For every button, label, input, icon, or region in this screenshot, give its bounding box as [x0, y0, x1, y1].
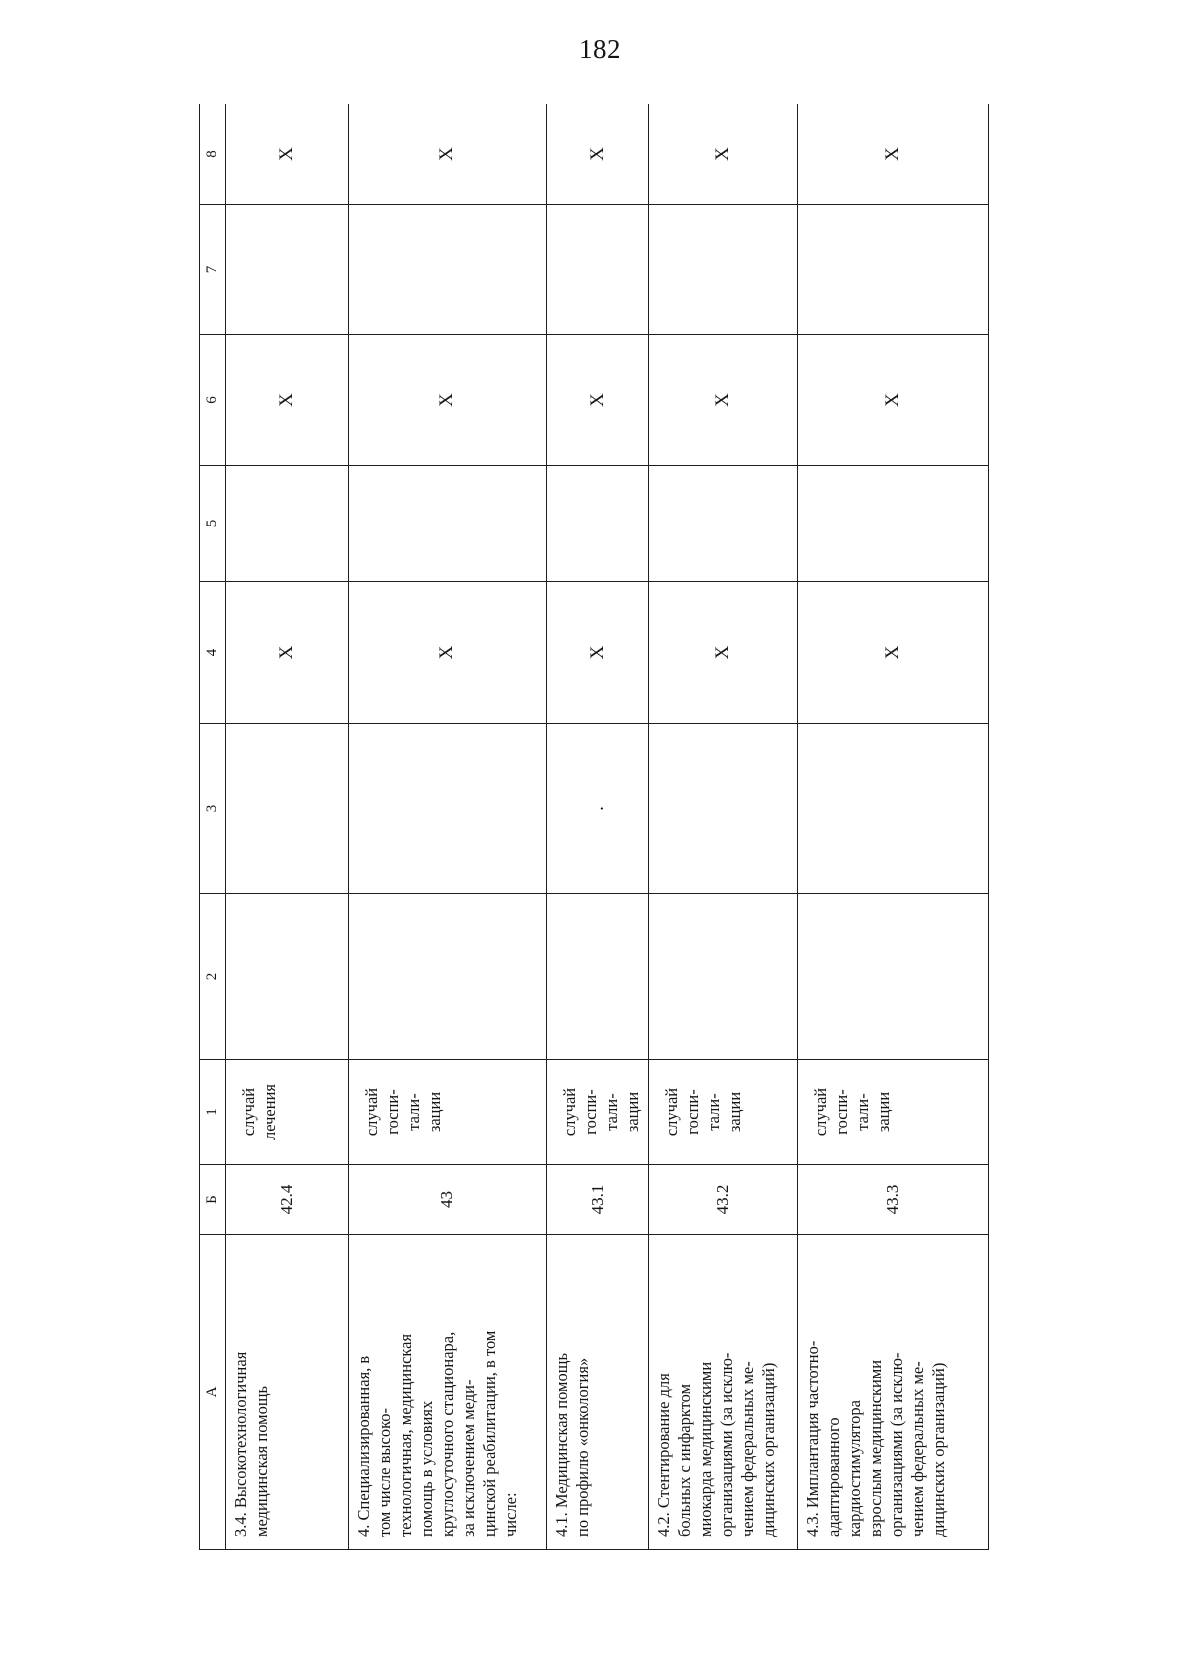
- description-line: по профилю «онкология»: [572, 1357, 592, 1537]
- unit-line: случай: [810, 1087, 830, 1137]
- cell-col-5: [226, 466, 349, 582]
- header-cell-b: Б: [200, 1165, 226, 1235]
- cell-col-6: X: [797, 335, 988, 466]
- unit-line: лечения: [260, 1083, 280, 1141]
- header-cell-a: А: [200, 1235, 226, 1550]
- unit-line: тали-: [704, 1093, 724, 1131]
- rotated-table-frame: [199, 104, 989, 1550]
- description-line: взрослым медицинскими: [865, 1359, 885, 1537]
- cell-unit: [797, 1060, 988, 1165]
- cell-unit: [349, 1060, 547, 1165]
- table-row: [226, 104, 349, 1550]
- cell-unit: [546, 1060, 649, 1165]
- cell-description: [797, 1235, 988, 1550]
- cell-col-5: [649, 466, 797, 582]
- table-row: [649, 104, 797, 1550]
- description-line: дицинских организаций): [928, 1362, 948, 1537]
- cell-col-4: X: [797, 582, 988, 724]
- cell-line-number: 42.4: [226, 1165, 349, 1235]
- cell-col-5: [797, 466, 988, 582]
- cell-col-3: [797, 724, 988, 894]
- header-cell-4: 4: [200, 582, 226, 724]
- table-container: [199, 104, 989, 1550]
- description-line: том числе высоко-: [375, 1407, 395, 1537]
- table-row: [546, 104, 649, 1550]
- unit-line: зации: [622, 1091, 642, 1133]
- header-cell-7: 7: [200, 205, 226, 335]
- unit-line: госпи-: [580, 1089, 600, 1135]
- cell-col-6: X: [349, 335, 547, 466]
- cell-col-2: [649, 894, 797, 1060]
- cell-col-7: [226, 205, 349, 335]
- description-line: технологичная, медицинская: [396, 1333, 416, 1537]
- description-line: 3.4. Высокотехнологичная: [231, 1351, 251, 1537]
- cell-col-2: [797, 894, 988, 1060]
- cell-line-number: 43: [349, 1165, 547, 1235]
- header-cell-3: 3: [200, 724, 226, 894]
- table-row: [349, 104, 547, 1550]
- cell-col-7: [546, 205, 649, 335]
- description-line: больных с инфарктом: [675, 1383, 695, 1537]
- header-cell-5: 5: [200, 466, 226, 582]
- description-line: числе:: [501, 1492, 521, 1537]
- unit-line: зации: [425, 1091, 445, 1133]
- description-line: дицинских организаций): [759, 1362, 779, 1537]
- cell-col-5: [349, 466, 547, 582]
- header-cell-2: 2: [200, 894, 226, 1060]
- cell-line-number: 43.1: [546, 1165, 649, 1235]
- unit-line: зации: [725, 1091, 745, 1133]
- cell-col-6: X: [649, 335, 797, 466]
- description-line: помощь в условиях: [417, 1400, 437, 1537]
- unit-line: госпи-: [831, 1089, 851, 1135]
- description-line: организациями (за исклю-: [886, 1352, 906, 1537]
- cell-col-8: X: [226, 104, 349, 205]
- page-number: 182: [579, 34, 621, 64]
- description-line: 4. Специализированная, в: [354, 1355, 374, 1537]
- description-line: организациями (за исклю-: [717, 1352, 737, 1537]
- description-line: круглосуточного стационара,: [438, 1331, 458, 1537]
- unit-line: госпи-: [383, 1089, 403, 1135]
- cell-col-7: [649, 205, 797, 335]
- cell-col-5: [546, 466, 649, 582]
- data-table: [199, 104, 989, 1550]
- cell-col-3: [349, 724, 547, 894]
- cell-col-3: [226, 724, 349, 894]
- description-line: чением федеральных ме-: [907, 1361, 927, 1537]
- description-line: кардиостимулятора: [844, 1400, 864, 1537]
- header-cell-8: 8: [200, 104, 226, 205]
- cell-col-8: X: [546, 104, 649, 205]
- cell-line-number: 43.3: [797, 1165, 988, 1235]
- cell-unit: [226, 1060, 349, 1165]
- cell-col-2: [349, 894, 547, 1060]
- cell-col-4: X: [546, 582, 649, 724]
- description-line: 4.3. Имплантация частотно-: [802, 1340, 822, 1537]
- cell-col-7: [349, 205, 547, 335]
- description-line: цинской реабилитации, в том: [480, 1330, 500, 1537]
- unit-line: госпи-: [683, 1089, 703, 1135]
- cell-col-4: X: [649, 582, 797, 724]
- cell-col-7: [797, 205, 988, 335]
- unit-line: тали-: [601, 1093, 621, 1131]
- description-line: чением федеральных ме-: [738, 1361, 758, 1537]
- cell-description: [349, 1235, 547, 1550]
- cell-col-6: X: [226, 335, 349, 466]
- cell-col-4: X: [349, 582, 547, 724]
- cell-col-6: X: [546, 335, 649, 466]
- description-line: адаптированного: [823, 1417, 843, 1537]
- description-line: за исключением меди-: [459, 1379, 479, 1537]
- cell-col-2: [226, 894, 349, 1060]
- cell-col-3: [649, 724, 797, 894]
- cell-description: [226, 1235, 349, 1550]
- description-line: медицинская помощь: [252, 1385, 272, 1537]
- cell-col-8: X: [349, 104, 547, 205]
- cell-col-2: [546, 894, 649, 1060]
- header-row: [200, 104, 226, 1550]
- description-line: 4.1. Медицинская помощь: [551, 1353, 571, 1537]
- cell-description: [649, 1235, 797, 1550]
- unit-line: тали-: [852, 1093, 872, 1131]
- table-body: [200, 104, 989, 1550]
- unit-line: случай: [239, 1087, 259, 1137]
- header-cell-1: 1: [200, 1060, 226, 1165]
- cell-col-8: X: [649, 104, 797, 205]
- unit-line: случай: [362, 1087, 382, 1137]
- cell-description: [546, 1235, 649, 1550]
- cell-unit: [649, 1060, 797, 1165]
- unit-line: зации: [873, 1091, 893, 1133]
- unit-line: случай: [662, 1087, 682, 1137]
- description-line: миокарда медицинскими: [696, 1361, 716, 1537]
- description-line: 4.2. Стентирование для: [654, 1373, 674, 1537]
- header-cell-6: 6: [200, 335, 226, 466]
- cell-col-4: X: [226, 582, 349, 724]
- cell-col-3: .: [546, 724, 649, 894]
- unit-line: случай: [559, 1087, 579, 1137]
- unit-line: тали-: [404, 1093, 424, 1131]
- cell-col-8: X: [797, 104, 988, 205]
- table-row: [797, 104, 988, 1550]
- cell-line-number: 43.2: [649, 1165, 797, 1235]
